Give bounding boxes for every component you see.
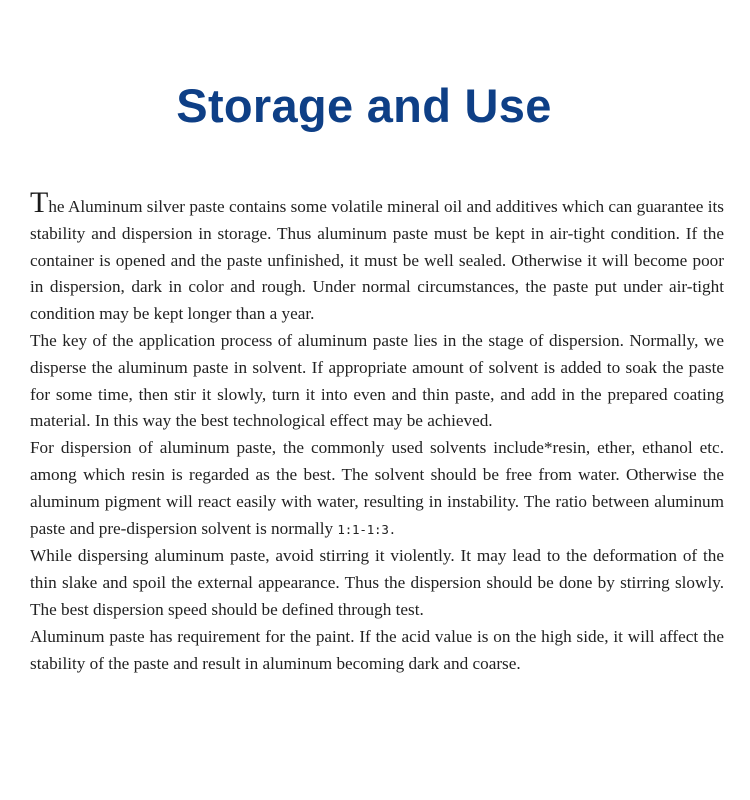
paragraph-paint-requirement: Aluminum paste has requirement for the paint. If the acid value is on the high side, it will affect the stability of the paste and result in aluminum becoming dark and coarse. <box>30 626 724 673</box>
paragraph-stirring: While dispersing aluminum paste, avoid stirring it violently. It may lead to the deformation of the thin slake and spoil the external appearance. Thus the dispersion should be done by stirring slowly. The best dispersion speed should be defined through test. <box>30 546 724 619</box>
page-title: Storage and Use <box>176 79 552 132</box>
drop-cap: T <box>30 186 49 219</box>
article-body <box>30 186 724 677</box>
paragraph-storage-text: he Aluminum silver paste contains some volatile mineral oil and additives which can guarantee its stability and dispersion in storage. Thus aluminum paste must be kept in air-tight condition. If the container is opened and the paste unfinished, it must be well sealed. Otherwise it will become poor in dispersion, dark in color and rough. Under normal circumstances, the paste put under air-tight condition may be kept longer than a year. <box>30 197 724 324</box>
paragraph-application: The key of the application process of aluminum paste lies in the stage of dispersion. Normally, we disperse the aluminum paste in solvent. If appropriate amount of solvent is added to soak the paste for some time, then stir it slowly, turn it into even and thin paste, and add in the prepared coating material. In this way the best technological effect may be achieved. <box>30 330 724 431</box>
dispersion-ratio: 1:1-1:3. <box>337 521 397 537</box>
paragraph-storage <box>30 186 724 328</box>
paragraph-solvents-text: For dispersion of aluminum paste, the commonly used solvents include*resin, ether, ethanol etc. among which resin is regarded as the best. The solvent should be free from water. Otherwise the aluminum pigment will react easily with water, resulting in instability. The ratio between aluminum paste and pre-dispersion solvent is normally <box>30 438 724 538</box>
paragraph-solvents <box>30 435 724 543</box>
